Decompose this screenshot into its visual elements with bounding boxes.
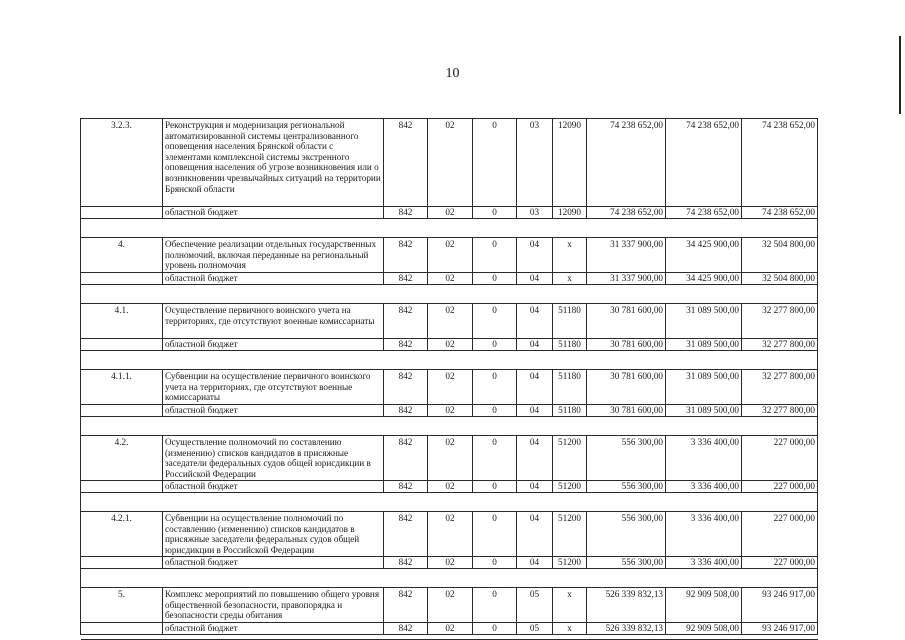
code-gp: 842 — [384, 370, 428, 405]
code-pp: 02 — [428, 512, 473, 557]
amount-year-3: 32 277 800,00 — [742, 304, 818, 339]
sub-code-gp: 842 — [384, 339, 428, 351]
sub-code-section: 04 — [517, 339, 553, 351]
code-om: 0 — [473, 370, 517, 405]
amount-year-3: 227 000,00 — [742, 436, 818, 481]
subrow-budget-source: областной бюджет — [163, 339, 384, 351]
amount-year-2: 34 425 900,00 — [666, 238, 742, 273]
sub-code-pp: 02 — [428, 207, 473, 219]
sub-code-gp: 842 — [384, 557, 428, 569]
row-spacer — [81, 569, 818, 588]
sub-amount-year-1: 30 781 600,00 — [587, 405, 666, 417]
table-subrow — [81, 481, 818, 493]
row-spacer — [81, 493, 818, 512]
code-gp: 842 — [384, 512, 428, 557]
budget-table-body — [81, 119, 818, 640]
sub-amount-year-3: 32 504 800,00 — [742, 273, 818, 285]
code-gp: 842 — [384, 238, 428, 273]
sub-code-section: 05 — [517, 623, 553, 635]
code-section: 04 — [517, 370, 553, 405]
subrow-number-empty — [81, 481, 163, 493]
code-om: 0 — [473, 238, 517, 273]
row-spacer — [81, 219, 818, 238]
table-row — [81, 238, 818, 273]
sub-amount-year-3: 32 277 800,00 — [742, 405, 818, 417]
code-gp: 842 — [384, 588, 428, 623]
amount-year-3: 32 277 800,00 — [742, 370, 818, 405]
amount-year-1: 74 238 652,00 — [587, 119, 666, 207]
table-row — [81, 370, 818, 405]
row-name: Реконструкция и модернизация региональной автоматизированной системы централизованного оповещения населения Брянской области с элементами комплексной системы экстренного оповещения населения об угрозе возникновения или о возникновении чрезвычайных ситуаций на территории Брянской области — [163, 119, 384, 207]
code-section: 04 — [517, 436, 553, 481]
sub-code-direction: 51200 — [553, 557, 587, 569]
subrow-number-empty — [81, 207, 163, 219]
subrow-number-empty — [81, 557, 163, 569]
sub-code-pp: 02 — [428, 273, 473, 285]
sub-code-section: 04 — [517, 481, 553, 493]
sub-code-direction: х — [553, 273, 587, 285]
sub-amount-year-3: 74 238 652,00 — [742, 207, 818, 219]
sub-amount-year-2: 3 336 400,00 — [666, 557, 742, 569]
table-row — [81, 304, 818, 339]
amount-year-2: 3 336 400,00 — [666, 436, 742, 481]
sub-amount-year-2: 3 336 400,00 — [666, 481, 742, 493]
row-spacer — [81, 285, 818, 304]
amount-year-3: 227 000,00 — [742, 512, 818, 557]
sub-amount-year-2: 31 089 500,00 — [666, 339, 742, 351]
sub-code-pp: 02 — [428, 481, 473, 493]
code-pp: 02 — [428, 304, 473, 339]
code-om: 0 — [473, 512, 517, 557]
amount-year-2: 31 089 500,00 — [666, 370, 742, 405]
sub-amount-year-1: 556 300,00 — [587, 557, 666, 569]
code-direction: 51180 — [553, 370, 587, 405]
table-subrow — [81, 207, 818, 219]
amount-year-3: 32 504 800,00 — [742, 238, 818, 273]
sub-code-gp: 842 — [384, 273, 428, 285]
amount-year-2: 92 909 508,00 — [666, 588, 742, 623]
sub-code-gp: 842 — [384, 405, 428, 417]
table-subrow — [81, 405, 818, 417]
amount-year-2: 31 089 500,00 — [666, 304, 742, 339]
table-row — [81, 512, 818, 557]
code-om: 0 — [473, 588, 517, 623]
sub-code-om: 0 — [473, 557, 517, 569]
sub-code-direction: 51200 — [553, 481, 587, 493]
sub-code-section: 04 — [517, 557, 553, 569]
row-number: 4.2. — [81, 436, 163, 481]
row-spacer-cell — [81, 493, 818, 512]
sub-code-direction: 51180 — [553, 339, 587, 351]
sub-code-direction: 12090 — [553, 207, 587, 219]
code-section: 03 — [517, 119, 553, 207]
code-om: 0 — [473, 304, 517, 339]
row-number: 5. — [81, 588, 163, 623]
table-subrow — [81, 557, 818, 569]
sub-code-gp: 842 — [384, 207, 428, 219]
table-subrow — [81, 623, 818, 635]
row-number: 4.1.1. — [81, 370, 163, 405]
amount-year-3: 74 238 652,00 — [742, 119, 818, 207]
subrow-number-empty — [81, 339, 163, 351]
sub-code-om: 0 — [473, 405, 517, 417]
row-name: Субвенции на осуществление полномочий по составлению (изменению) списков кандидатов в присяжные заседатели федеральных судов общей юрисдикции в Российской Федерации — [163, 512, 384, 557]
code-direction: 51200 — [553, 512, 587, 557]
subrow-number-empty — [81, 623, 163, 635]
amount-year-2: 3 336 400,00 — [666, 512, 742, 557]
code-gp: 842 — [384, 436, 428, 481]
row-name: Обеспечение реализации отдельных государственных полномочий, включая переданные на региональный уровень полномочия — [163, 238, 384, 273]
sub-code-om: 0 — [473, 339, 517, 351]
table-subrow — [81, 273, 818, 285]
sub-code-gp: 842 — [384, 481, 428, 493]
page-number: 10 — [445, 66, 460, 81]
row-name: Субвенции на осуществление первичного воинского учета на территориях, где отсутствуют военные комиссариаты — [163, 370, 384, 405]
subrow-budget-source: областной бюджет — [163, 207, 384, 219]
row-spacer — [81, 635, 818, 640]
code-direction: 51180 — [553, 304, 587, 339]
row-spacer — [81, 351, 818, 370]
sub-code-pp: 02 — [428, 557, 473, 569]
sub-code-direction: 51180 — [553, 405, 587, 417]
row-spacer-cell — [81, 569, 818, 588]
code-section: 04 — [517, 238, 553, 273]
subrow-number-empty — [81, 405, 163, 417]
code-direction: х — [553, 588, 587, 623]
table-row — [81, 436, 818, 481]
code-pp: 02 — [428, 588, 473, 623]
sub-amount-year-2: 74 238 652,00 — [666, 207, 742, 219]
sub-amount-year-3: 227 000,00 — [742, 557, 818, 569]
code-direction: 12090 — [553, 119, 587, 207]
sub-amount-year-2: 31 089 500,00 — [666, 405, 742, 417]
amount-year-3: 93 246 917,00 — [742, 588, 818, 623]
sub-amount-year-1: 556 300,00 — [587, 481, 666, 493]
code-section: 04 — [517, 304, 553, 339]
code-section: 05 — [517, 588, 553, 623]
sub-amount-year-3: 32 277 800,00 — [742, 339, 818, 351]
code-gp: 842 — [384, 119, 428, 207]
row-number: 4. — [81, 238, 163, 273]
row-name: Комплекс мероприятий по повышению общего уровня общественной безопасности, правопорядка и безопасности среды обитания — [163, 588, 384, 623]
code-section: 04 — [517, 512, 553, 557]
amount-year-2: 74 238 652,00 — [666, 119, 742, 207]
sub-code-om: 0 — [473, 623, 517, 635]
code-direction: 51200 — [553, 436, 587, 481]
sub-code-direction: х — [553, 623, 587, 635]
sub-amount-year-2: 92 909 508,00 — [666, 623, 742, 635]
sub-amount-year-2: 34 425 900,00 — [666, 273, 742, 285]
code-pp: 02 — [428, 238, 473, 273]
sub-code-section: 04 — [517, 405, 553, 417]
row-number: 3.2.3. — [81, 119, 163, 207]
amount-year-1: 526 339 832,13 — [587, 588, 666, 623]
amount-year-1: 30 781 600,00 — [587, 370, 666, 405]
amount-year-1: 556 300,00 — [587, 436, 666, 481]
code-pp: 02 — [428, 370, 473, 405]
row-name: Осуществление первичного воинского учета на территориях, где отсутствуют военные комиссариаты — [163, 304, 384, 339]
code-pp: 02 — [428, 436, 473, 481]
sub-amount-year-3: 227 000,00 — [742, 481, 818, 493]
table-row — [81, 588, 818, 623]
subrow-budget-source: областной бюджет — [163, 623, 384, 635]
code-gp: 842 — [384, 304, 428, 339]
amount-year-1: 556 300,00 — [587, 512, 666, 557]
sub-code-gp: 842 — [384, 623, 428, 635]
sub-amount-year-1: 30 781 600,00 — [587, 339, 666, 351]
row-number: 4.1. — [81, 304, 163, 339]
code-om: 0 — [473, 436, 517, 481]
scan-edge-mark — [899, 36, 901, 114]
sub-code-section: 03 — [517, 207, 553, 219]
code-pp: 02 — [428, 119, 473, 207]
row-spacer-cell — [81, 351, 818, 370]
amount-year-1: 30 781 600,00 — [587, 304, 666, 339]
sub-amount-year-1: 31 337 900,00 — [587, 273, 666, 285]
row-number: 4.2.1. — [81, 512, 163, 557]
code-om: 0 — [473, 119, 517, 207]
sub-amount-year-1: 526 339 832,13 — [587, 623, 666, 635]
sub-code-section: 04 — [517, 273, 553, 285]
sub-code-pp: 02 — [428, 339, 473, 351]
row-spacer-cell — [81, 635, 818, 640]
table-subrow — [81, 339, 818, 351]
code-direction: х — [553, 238, 587, 273]
subrow-budget-source: областной бюджет — [163, 273, 384, 285]
sub-code-pp: 02 — [428, 405, 473, 417]
subrow-budget-source: областной бюджет — [163, 481, 384, 493]
amount-year-1: 31 337 900,00 — [587, 238, 666, 273]
budget-table — [80, 118, 818, 640]
subrow-number-empty — [81, 273, 163, 285]
row-spacer-cell — [81, 417, 818, 436]
sub-code-om: 0 — [473, 481, 517, 493]
subrow-budget-source: областной бюджет — [163, 557, 384, 569]
subrow-budget-source: областной бюджет — [163, 405, 384, 417]
row-spacer-cell — [81, 285, 818, 304]
row-spacer-cell — [81, 219, 818, 238]
sub-amount-year-3: 93 246 917,00 — [742, 623, 818, 635]
sub-code-om: 0 — [473, 207, 517, 219]
sub-amount-year-1: 74 238 652,00 — [587, 207, 666, 219]
table-row — [81, 119, 818, 207]
sub-code-pp: 02 — [428, 623, 473, 635]
sub-code-om: 0 — [473, 273, 517, 285]
row-name: Осуществление полномочий по составлению (изменению) списков кандидатов в присяжные заседатели федеральных судов общей юрисдикции в Российской Федерации — [163, 436, 384, 481]
row-spacer — [81, 417, 818, 436]
